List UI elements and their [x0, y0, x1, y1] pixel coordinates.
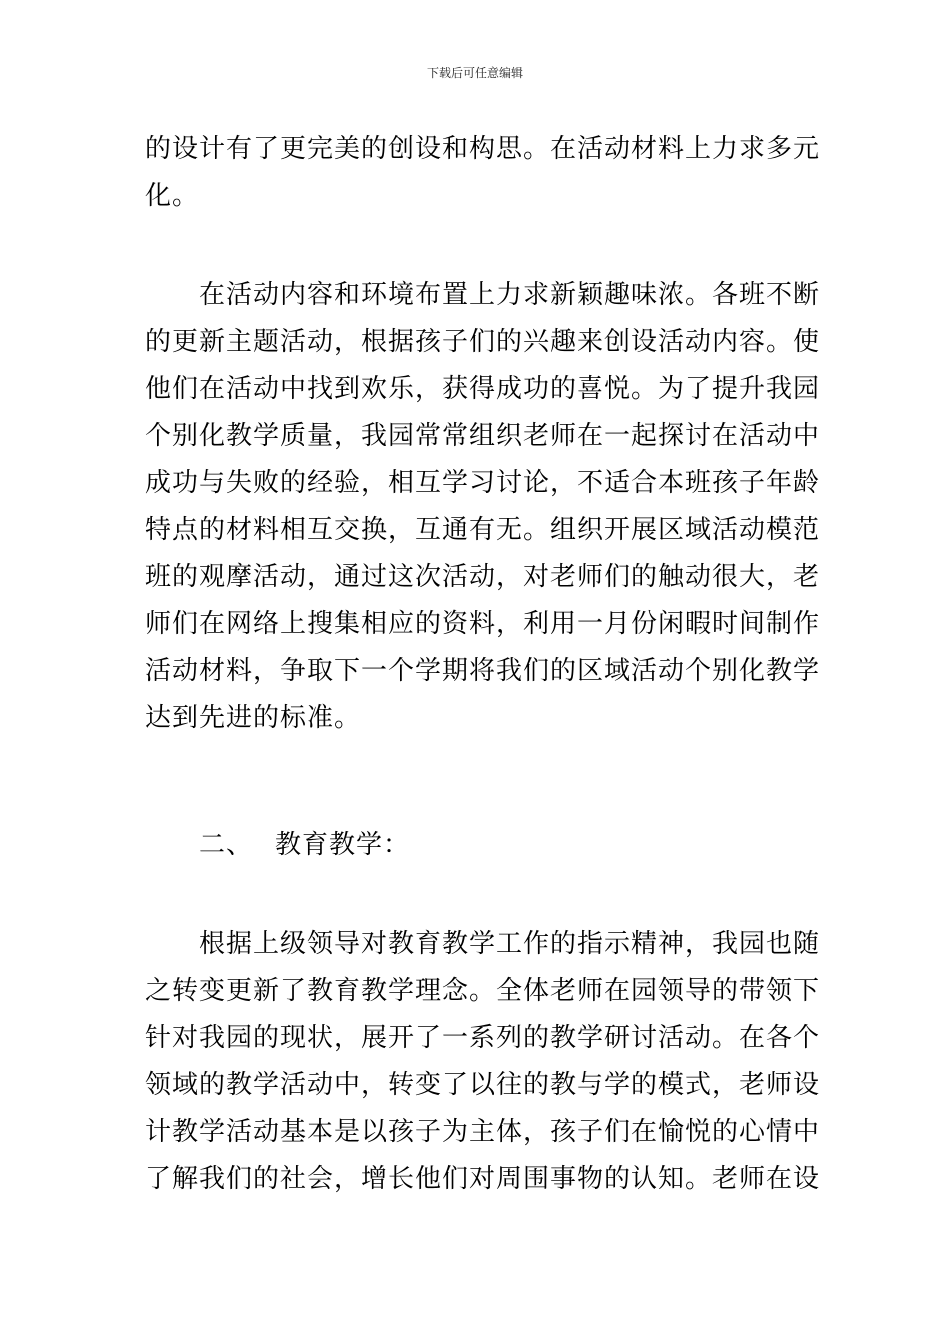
section-heading — [145, 822, 807, 869]
text-line: 活动材料，争取下一个学期将我们的区域活动个别化教学 — [145, 656, 821, 686]
heading-title: 教育教学： — [275, 830, 411, 860]
text-line: 了解我们的社会，增长他们对周围事物的认知。老师在设 — [145, 1164, 821, 1194]
text-line: 成功与失败的经验，相互学习讨论，不适合本班孩子年龄 — [145, 468, 821, 498]
paragraph-3 — [145, 921, 821, 1203]
text-line: 达到先进的标准。 — [145, 703, 362, 733]
paragraph-2 — [145, 272, 821, 742]
text-line: 特点的材料相互交换，互通有无。组织开展区域活动模范 — [145, 515, 821, 545]
text-line: 师们在网络上搜集相应的资料，利用一月份闲暇时间制作 — [145, 609, 821, 639]
text-line: 个别化教学质量，我园常常组织老师在一起探讨在活动中 — [145, 421, 821, 451]
text-line: 之转变更新了教育教学理念。全体老师在园领导的带领下 — [145, 976, 821, 1006]
page-header: 下载后可任意编辑 — [426, 66, 523, 80]
text-line: 的设计有了更完美的创设和构思。在活动材料上力求多元 — [145, 134, 821, 164]
text-line: 根据上级领导对教育教学工作的指示精神，我园也随 — [199, 929, 821, 959]
text-line: 领域的教学活动中，转变了以往的教与学的模式，老师设 — [145, 1070, 821, 1100]
text-line: 针对我园的现状，展开了一系列的教学研讨活动。在各个 — [145, 1023, 821, 1053]
text-line: 在活动内容和环境布置上力求新颖趣味浓。各班不断 — [199, 280, 821, 310]
text-line: 计教学活动基本是以孩子为主体，孩子们在愉悦的心情中 — [145, 1117, 821, 1147]
text-line: 他们在活动中找到欢乐，获得成功的喜悦。为了提升我园 — [145, 374, 821, 404]
heading-number: 二、 — [199, 830, 254, 860]
text-line: 化。 — [145, 181, 200, 211]
heading-line — [145, 822, 807, 869]
text-line: 的更新主题活动，根据孩子们的兴趣来创设活动内容。使 — [145, 327, 821, 357]
paragraph-1 — [145, 126, 821, 220]
text-line: 班的观摩活动，通过这次活动，对老师们的触动很大，老 — [145, 562, 821, 592]
